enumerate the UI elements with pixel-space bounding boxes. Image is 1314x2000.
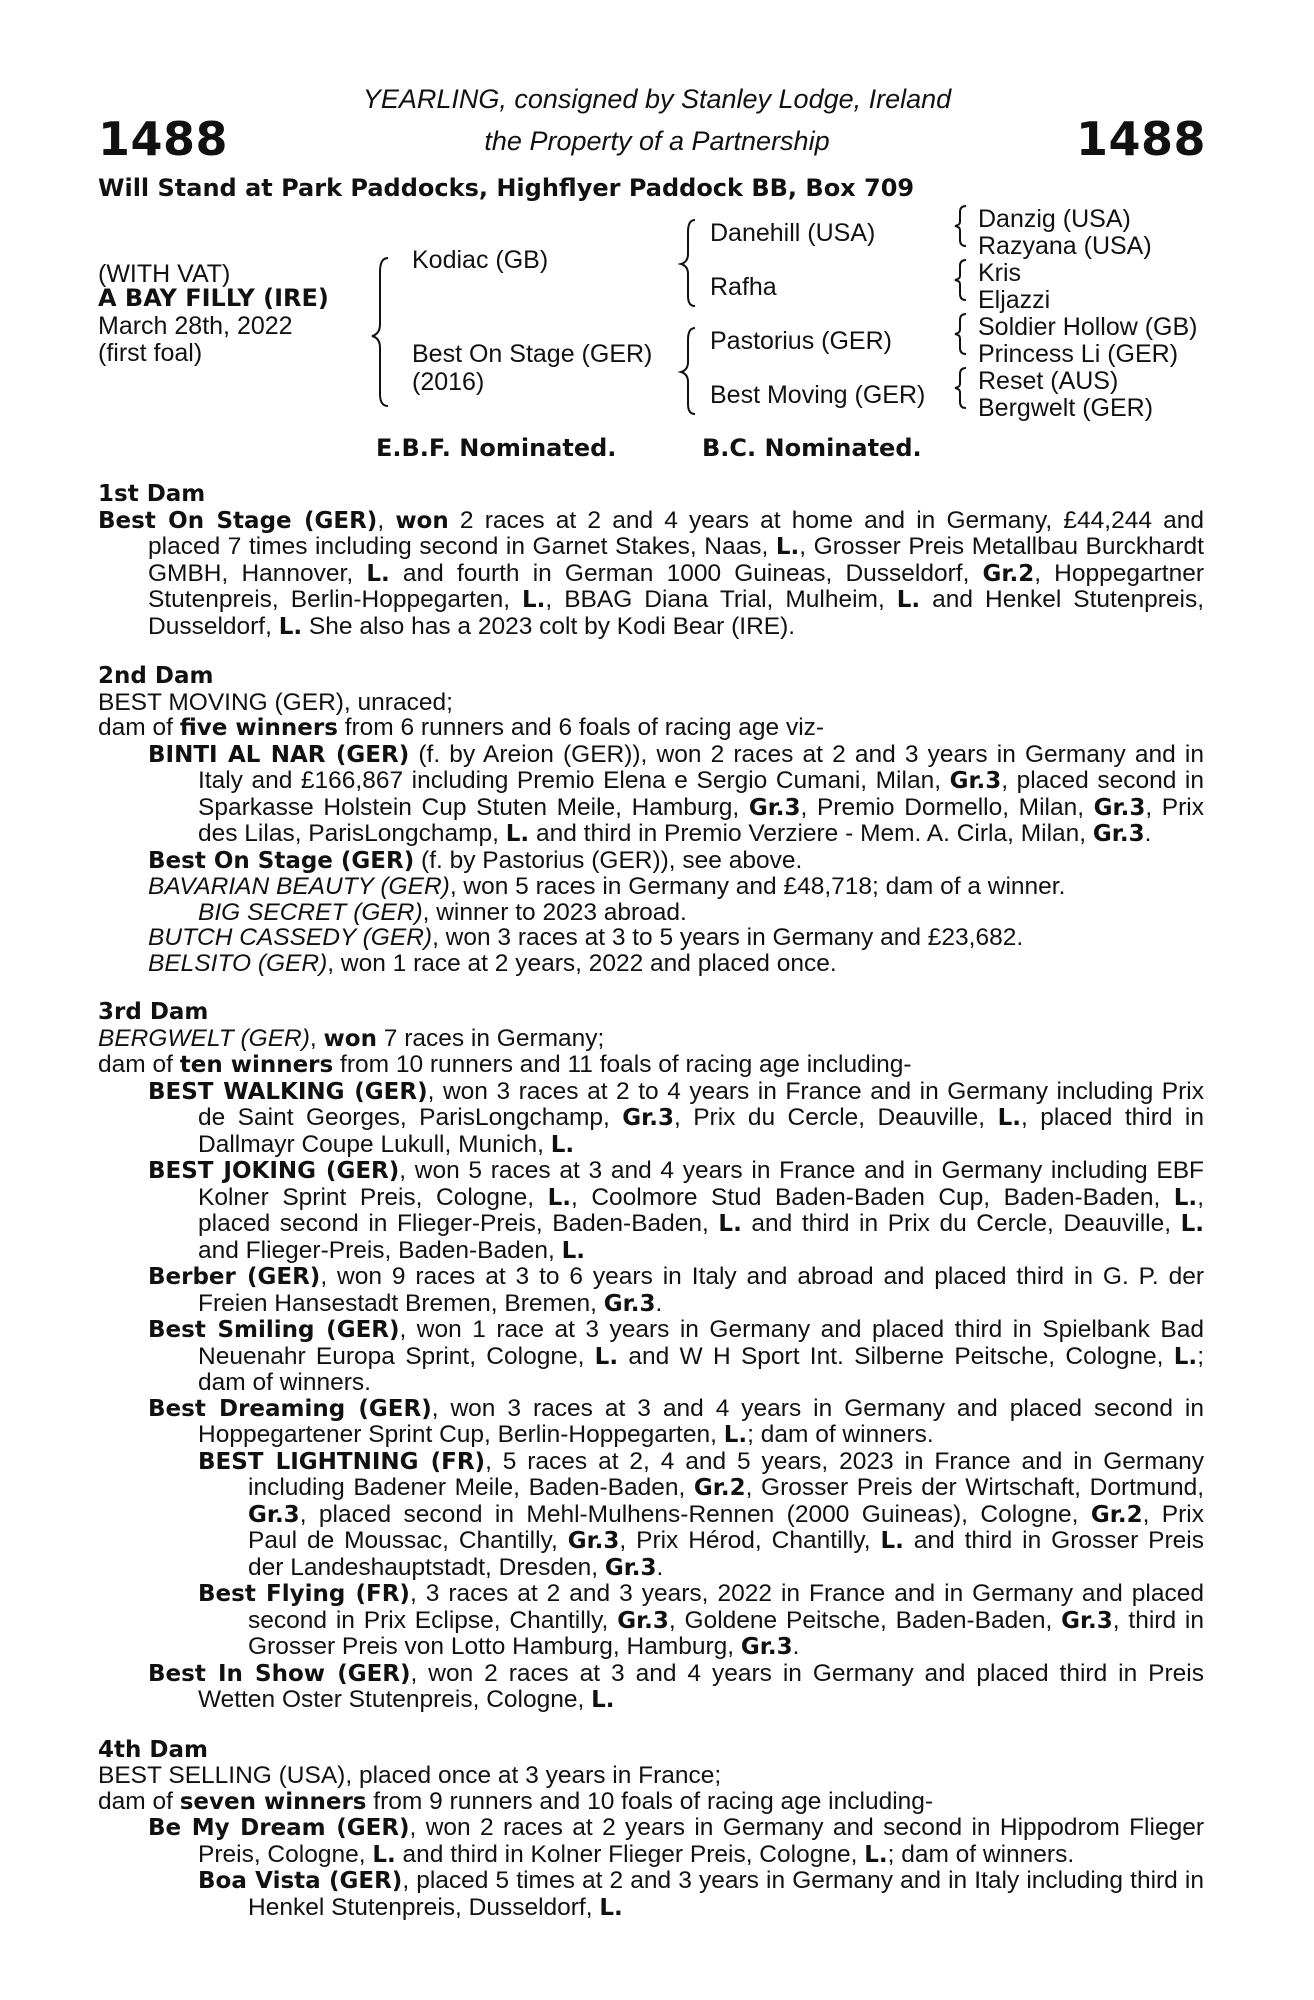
bold-text: L.	[880, 1528, 904, 1554]
produce-entry	[98, 1449, 1204, 1582]
bold-text: L.	[997, 1105, 1021, 1131]
ggs-soldier-hollow: Soldier Hollow (GB)	[978, 313, 1198, 341]
produce-entry	[98, 900, 1204, 926]
text: and fourth in German 1000 Guineas, Dusseldorf,	[389, 559, 983, 587]
text: She also has a 2023 colt by Kodi Bear (IRE).	[302, 612, 796, 640]
dam-sire: Pastorius (GER)	[710, 327, 892, 355]
bold-text: L.	[591, 1687, 615, 1713]
produce-entry	[98, 1815, 1204, 1868]
text: and third in Grosser Preis der Landeshauptstadt, Dresden,	[248, 1527, 1204, 1581]
text: 7 races in Germany;	[376, 1024, 605, 1052]
text: BEST MOVING (GER), unraced;	[98, 688, 453, 716]
text: , Hoppegartner Stutenpreis, Berlin-Hoppegarten,	[148, 559, 1205, 613]
bold-text: BEST LIGHTNING (FR)	[198, 1448, 486, 1475]
text: , placed 5 times at 2 and 3 years in Germany and in Italy including third in Henkel Stutenpreis, Dusseldorf,	[248, 1867, 1204, 1921]
bold-text: L.	[1173, 1343, 1198, 1370]
bold-text: won	[323, 1025, 377, 1052]
text: BEST SELLING (USA), placed once at 3 years in France;	[98, 1762, 722, 1789]
bold-text: Boa Vista (GER)	[198, 1868, 403, 1894]
text: , Grosser Preis der Wirtschaft, Dortmund,	[745, 1474, 1204, 1501]
dam-year: (2016)	[412, 368, 485, 396]
ggs-danzig: Danzig (USA)	[978, 205, 1131, 233]
produce-entry	[98, 508, 1204, 641]
bold-text: Best On Stage (GER)	[98, 507, 378, 534]
produce-entry	[98, 1868, 1204, 1921]
bold-text: Gr.3	[617, 1607, 669, 1634]
bold-text: Best Smiling (GER)	[148, 1317, 400, 1343]
produce-entry	[98, 925, 1204, 951]
produce-entry	[98, 1158, 1204, 1264]
bold-text: BEST JOKING (GER)	[148, 1158, 400, 1184]
text: and W H Sport Int. Silberne Peitsche, Cologne,	[618, 1342, 1174, 1370]
sire-dam: Rafha	[710, 273, 777, 301]
foal-note: (first foal)	[98, 339, 203, 367]
bold-text: Gr.3	[1093, 794, 1146, 821]
bold-text: L.	[278, 613, 303, 640]
bold-text: L.	[366, 560, 390, 587]
text: and Henkel Stutenpreis, Dusseldorf,	[148, 586, 1205, 640]
text: , 5 races at 2, 4 and 5 years, 2023 in France and in Germany including Badener Meile, Baden-Baden,	[248, 1447, 1205, 1501]
bold-text: L.	[550, 1131, 575, 1158]
bold-text: Berber (GER)	[148, 1264, 321, 1290]
text: dam of	[98, 714, 180, 741]
text: , won 3 races at 3 to 5 years in Germany and £23,682.	[432, 924, 1024, 951]
lot-number-left: 1488	[98, 112, 229, 166]
sire-brace	[681, 220, 695, 306]
text: , placed second in Flieger-Preis, Baden-Baden,	[198, 1183, 1204, 1237]
bold-text: Best On Stage (GER)	[148, 847, 415, 874]
produce-entry	[98, 742, 1204, 848]
text: , Prix des Lilas, ParisLongchamp,	[198, 793, 1205, 847]
bold-text: five winners	[179, 715, 338, 741]
text: , Prix Paul de Moussac, Chantilly,	[248, 1500, 1204, 1554]
bold-text: Best In Show (GER)	[148, 1660, 411, 1687]
text: 2 races at 2 and 4 years at home and in Germany, £44,244 and placed 7 times including second in Garnet Stakes, Naas,	[148, 506, 1204, 560]
produce-entry	[98, 1317, 1204, 1396]
ggd-razyana: Razyana (USA)	[978, 232, 1152, 260]
dam-dam: Best Moving (GER)	[710, 381, 926, 409]
text: ; dam of winners.	[747, 1421, 934, 1448]
produce-entry	[98, 1396, 1204, 1449]
text: , BBAG Diana Trial, Mulheim,	[545, 586, 897, 613]
dam-summary-line	[98, 690, 1204, 716]
dam-section	[98, 1738, 1204, 1922]
text: and third in Premio Verziere - Mem. A. Cirla, Milan,	[529, 820, 1093, 847]
text: , placed second in Mehl-Mulhens-Rennen (2000 Guineas), Cologne,	[299, 1500, 1091, 1528]
bold-text: Gr.3	[949, 768, 1002, 794]
dam-section-title: 2nd Dam	[98, 663, 214, 689]
dam-summary-line	[98, 1789, 1204, 1816]
text: , won 9 races at 3 to 6 years in Italy and abroad and placed third in G. P. der Freien Hansestadt Bremen, Bremen,	[198, 1263, 1204, 1317]
dam-summary-line	[98, 1026, 1204, 1053]
text: , won 3 races at 3 and 4 years in Germany and placed second in Hoppegartener Sprint Cup, Berlin-Hoppegarten,	[198, 1394, 1204, 1448]
text: and third in Prix du Cercle, Deauville,	[741, 1210, 1181, 1237]
bold-text: L.	[718, 1211, 742, 1237]
produce-entry	[98, 874, 1204, 900]
text: , won 5 races in Germany and £48,718; dam of a winner.	[449, 873, 1066, 900]
bold-text: L.	[594, 1343, 619, 1370]
brace-pastorius	[955, 314, 966, 354]
brace-rafha	[955, 260, 966, 300]
text: , 3 races at 2 and 3 years, 2022 in France and in Germany and placed second in Prix Eclipse, Chantilly,	[248, 1580, 1204, 1634]
dam-section	[98, 482, 1204, 640]
horse-name: A BAY FILLY (IRE)	[98, 284, 329, 312]
text: and Flieger-Preis, Baden-Baden,	[198, 1236, 562, 1264]
dam-summary-line	[98, 1763, 1204, 1789]
text: , Coolmore Stud Baden-Baden Cup, Baden-Baden,	[571, 1183, 1174, 1211]
text: , won 1 race at 2 years, 2022 and placed once.	[327, 949, 837, 977]
produce-entry	[98, 1079, 1204, 1159]
text: from 9 runners and 10 foals of racing age including-	[366, 1787, 934, 1815]
bold-text: Gr.3	[740, 1634, 793, 1660]
text: .	[1144, 820, 1152, 847]
bold-text: Gr.3	[603, 1290, 656, 1317]
property-line: the Property of a Partnership	[484, 126, 830, 156]
dam-brace	[681, 328, 695, 414]
italic-text: BAVARIAN BEAUTY (GER)	[148, 873, 450, 900]
lot-number-right: 1488	[1075, 112, 1206, 166]
vat-note: (WITH VAT)	[98, 260, 231, 288]
bold-text: Gr.2	[982, 560, 1035, 587]
bold-text: L.	[599, 1894, 623, 1921]
bc-nomination: B.C. Nominated.	[702, 434, 922, 462]
text: , Grosser Preis Metallbau Burckhardt GMBH, Hannover,	[148, 533, 1204, 587]
bold-text: L.	[896, 587, 921, 613]
bold-text: Gr.3	[622, 1105, 674, 1131]
bold-text: L.	[522, 587, 546, 613]
bold-text: Gr.3	[248, 1501, 300, 1528]
text: , won 1 race at 3 years in Germany and placed third in Spielbank Bad Neuenahr Europa Sprint, Cologne,	[198, 1316, 1204, 1370]
text: , won 3 races at 2 to 4 years in France and in Germany including Prix de Saint Georges, ParisLongchamp,	[198, 1077, 1204, 1131]
dam-section-title: 1st Dam	[98, 481, 206, 507]
text: , won 2 races at 3 and 4 years in Germany and placed third in Preis Wetten Oster Stutenpreis, Cologne,	[198, 1659, 1204, 1713]
bold-text: Be My Dream (GER)	[148, 1815, 410, 1841]
produce-entry	[98, 1661, 1204, 1714]
bold-text: L.	[1173, 1184, 1198, 1211]
text: dam of	[98, 1787, 180, 1815]
dam-name: Best On Stage (GER)	[412, 340, 653, 368]
produce-entry	[98, 1581, 1204, 1661]
dam-summary-line	[98, 1052, 1204, 1079]
text: .	[792, 1633, 800, 1660]
text: , Goldene Peitsche, Baden-Baden,	[668, 1606, 1062, 1634]
text: ,	[309, 1024, 324, 1052]
text: , winner to 2023 abroad.	[422, 898, 687, 926]
sire-name: Kodiac (GB)	[412, 246, 549, 274]
text: , won 2 races at 2 years in Germany and second in Hippodrom Flieger Preis, Cologne,	[198, 1814, 1204, 1868]
main-brace	[372, 258, 388, 406]
bold-text: L.	[372, 1841, 396, 1868]
ggd-princess-li: Princess Li (GER)	[978, 340, 1179, 368]
dam-summary-line	[98, 715, 1204, 742]
text: , Prix du Cercle, Deauville,	[673, 1104, 998, 1131]
bold-text: Best Flying (FR)	[198, 1581, 410, 1607]
bold-text: BEST WALKING (GER)	[148, 1078, 428, 1105]
produce-entry	[98, 848, 1204, 875]
text: (f. by Areion (GER)), won 2 races at 2 and 3 years in Germany and in Italy and £166,867 including Premio Elena e Sergio Cumani, Milan,	[198, 740, 1204, 794]
bold-text: Gr.3	[604, 1554, 657, 1581]
stand-location: Will Stand at Park Paddocks, Highflyer Paddock BB, Box 709	[98, 174, 915, 202]
dam-section-title: 3rd Dam	[98, 999, 209, 1025]
consignment-line: YEARLING, consigned by Stanley Lodge, Ireland	[362, 84, 952, 114]
text: from 6 runners and 6 foals of racing age viz-	[337, 714, 825, 741]
bold-text: Gr.2	[693, 1475, 746, 1501]
bold-text: L.	[723, 1422, 748, 1448]
ggd-bergwelt: Bergwelt (GER)	[978, 394, 1154, 422]
produce-entry	[98, 951, 1204, 977]
text: ; dam of winners.	[198, 1342, 1204, 1396]
bold-text: L.	[547, 1184, 571, 1211]
dam-section	[98, 664, 1204, 976]
bold-text: ten winners	[179, 1052, 334, 1078]
produce-entry	[98, 1264, 1204, 1317]
ggd-eljazzi: Eljazzi	[978, 286, 1051, 314]
bold-text: seven winners	[179, 1788, 367, 1815]
bold-text: L.	[1180, 1211, 1204, 1237]
sire-sire: Danehill (USA)	[710, 219, 876, 247]
brace-best-moving	[955, 368, 966, 408]
bold-text: L.	[561, 1237, 586, 1264]
text: , Prix Hérod, Chantilly,	[619, 1527, 881, 1554]
bold-text: Gr.3	[1061, 1607, 1113, 1634]
bold-text: Gr.3	[748, 794, 801, 821]
bold-text: BINTI AL NAR (GER)	[148, 741, 410, 768]
text: and third in Kolner Flieger Preis, Cologne,	[395, 1840, 865, 1868]
italic-text: BERGWELT (GER)	[98, 1024, 310, 1052]
bold-text: Gr.2	[1090, 1501, 1143, 1528]
bold-text: Gr.3	[1092, 821, 1145, 847]
dam-section	[98, 1000, 1204, 1714]
ggs-kris: Kris	[978, 259, 1022, 287]
text: ,	[377, 506, 396, 534]
bold-text: won	[395, 507, 449, 534]
text: .	[655, 1289, 663, 1317]
text: , won 5 races at 3 and 4 years in France and in Germany including EBF Kolner Sprint Preis, Cologne,	[198, 1157, 1204, 1211]
brace-danehill	[955, 206, 966, 246]
bold-text: Best Dreaming (GER)	[148, 1395, 432, 1422]
text: , third in Grosser Preis von Lotto Hamburg, Hamburg,	[248, 1606, 1204, 1660]
text: , placed third in Dallmayr Coupe Lukull, Munich,	[198, 1104, 1204, 1158]
horse-dob: March 28th, 2022	[98, 312, 293, 340]
italic-text: BELSITO (GER)	[148, 949, 328, 977]
text: (f. by Pastorius (GER)), see above.	[414, 846, 803, 874]
text: from 10 runners and 11 foals of racing age including-	[333, 1051, 912, 1078]
ebf-nomination: E.B.F. Nominated.	[376, 434, 617, 462]
dam-section-title: 4th Dam	[98, 1736, 208, 1763]
bold-text: L.	[505, 821, 530, 847]
text: , placed second in Sparkasse Holstein Cup Stuten Meile, Hamburg,	[198, 767, 1204, 821]
text: ; dam of winners.	[887, 1840, 1075, 1868]
text: dam of	[98, 1051, 180, 1078]
text: .	[656, 1553, 664, 1581]
catalogue-page-body	[98, 482, 1204, 1921]
italic-text: BIG SECRET (GER)	[198, 898, 423, 926]
text: , Premio Dormello, Milan,	[800, 793, 1094, 821]
bold-text: L.	[864, 1841, 888, 1868]
bold-text: L.	[775, 534, 800, 560]
bold-text: Gr.3	[567, 1528, 620, 1554]
italic-text: BUTCH CASSEDY (GER)	[148, 924, 433, 951]
ggs-reset: Reset (AUS)	[978, 367, 1119, 395]
